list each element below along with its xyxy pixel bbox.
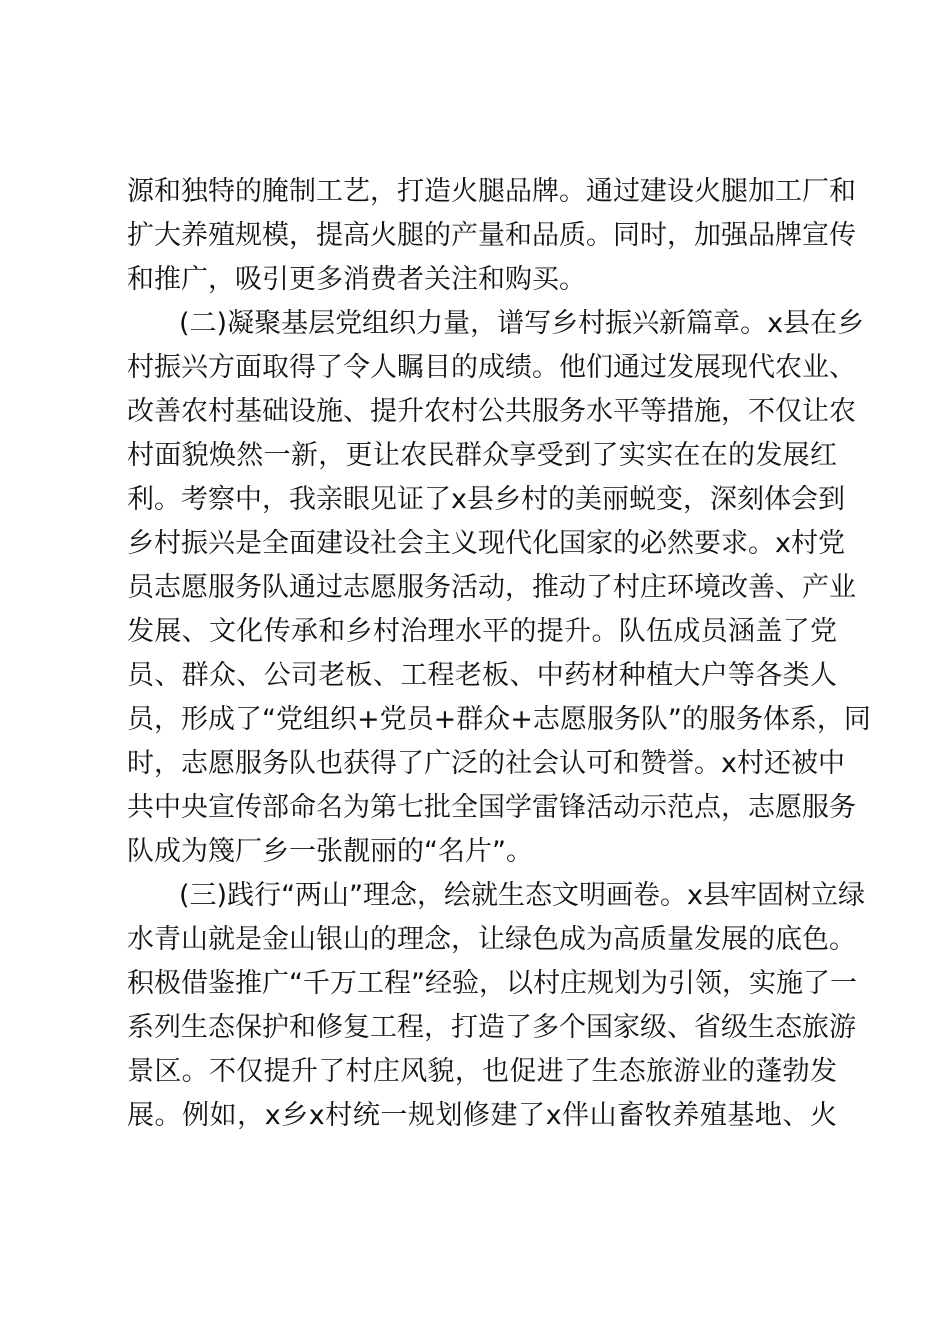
- text-line: 时，志愿服务队也获得了广泛的社会认可和赞誉。x村还被中: [127, 748, 845, 779]
- text-line: 源和独特的腌制工艺，打造火腿品牌。通过建设火腿加工厂和: [127, 176, 856, 207]
- text-line: 利。考察中，我亲眼见证了x县乡村的美丽蜕变，深刻体会到: [127, 484, 845, 515]
- text-line: 队成为篾厂乡一张靓丽的“名片”。: [127, 836, 533, 867]
- body-text: [127, 170, 871, 1138]
- text-line: 发展、文化传承和乡村治理水平的提升。队伍成员涵盖了党: [127, 616, 837, 647]
- text-line: 系列生态保护和修复工程，打造了多个国家级、省级生态旅游: [127, 1012, 856, 1043]
- text-line: (二)凝聚基层党组织力量，谱写乡村振兴新篇章。x县在乡: [179, 308, 865, 339]
- text-line: 村面貌焕然一新，更让农民群众享受到了实实在在的发展红: [127, 440, 837, 471]
- text-line: 员，形成了“党组织+党员+群众+志愿服务队”的服务体系，同: [127, 704, 871, 735]
- text-line: 水青山就是金山银山的理念，让绿色成为高质量发展的底色。: [127, 924, 856, 955]
- text-line: 扩大养殖规模，提高火腿的产量和品质。同时，加强品牌宣传: [127, 220, 856, 251]
- text-line: 员、群众、公司老板、工程老板、中药材种植大户等各类人: [127, 660, 837, 691]
- text-line: 员志愿服务队通过志愿服务活动，推动了村庄环境改善、产业: [127, 572, 856, 603]
- text-line: (三)践行“两山”理念，绘就生态文明画卷。x县牢固树立绿: [179, 880, 866, 911]
- text-line: 共中央宣传部命名为第七批全国学雷锋活动示范点，志愿服务: [127, 792, 856, 823]
- text-line: 展。例如，x乡x村统一规划修建了x伴山畜牧养殖基地、火: [127, 1100, 837, 1131]
- text-line: 改善农村基础设施、提升农村公共服务水平等措施，不仅让农: [127, 396, 856, 427]
- text-line: 和推广，吸引更多消费者关注和购买。: [127, 264, 586, 295]
- text-line: 积极借鉴推广“千万工程”经验，以村庄规划为引领，实施了一: [127, 968, 857, 999]
- text-line: 村振兴方面取得了令人瞩目的成绩。他们通过发展现代农业、: [127, 352, 856, 383]
- text-line: 景区。不仅提升了村庄风貌，也促进了生态旅游业的蓬勃发: [127, 1056, 837, 1087]
- text-line: 乡村振兴是全面建设社会主义现代化国家的必然要求。x村党: [127, 528, 845, 559]
